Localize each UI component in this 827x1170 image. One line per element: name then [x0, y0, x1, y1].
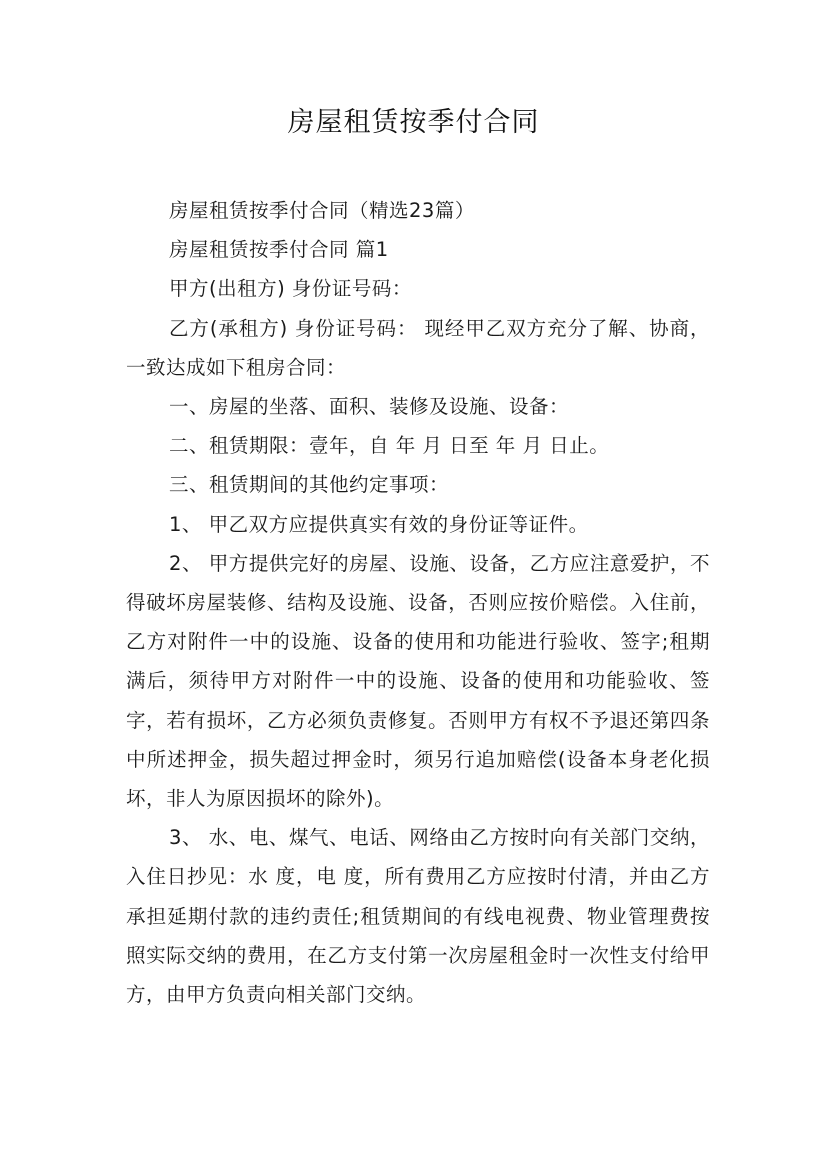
- paragraph-party-a: 甲方(出租方) 身份证号码：: [169, 277, 412, 301]
- document-body: [126, 191, 710, 1014]
- paragraph-clause-2: 二、租赁期限：壹年，自 年 月 日至 年 月 日止。: [169, 434, 610, 458]
- document-title: 房屋租赁按季付合同: [287, 107, 540, 138]
- paragraph-section-heading: 房屋租赁按季付合同 篇1: [169, 238, 389, 262]
- paragraph-item-1: 1、 甲乙双方应提供真实有效的身份证等证件。: [169, 512, 589, 536]
- paragraph-item-2: 2、 甲方提供完好的房屋、设施、设备，乙方应注意爱护，不得破坏房屋装修、结构及设施、设备，否则应按价赔偿。入住前，乙方对附件一中的设施、设备的使用和功能进行验收、签字;租期满后，须待甲方对附件一中的设施、设备的使用和功能验收、签字，若有损坏，乙方必须负责修复。否则甲方有权不予退还第四条中所述押金，损失超过押金时，须另行追加赔偿(设备本身老化损坏，非人为原因损坏的除外)。: [126, 551, 710, 811]
- paragraph-item-3: 3、 水、电、煤气、电话、网络由乙方按时向有关部门交纳，入住日抄见：水 度，电 度，所有费用乙方应按时付清，并由乙方承担延期付款的违约责任;租赁期间的有线电视费、物业管理费按照实际交纳的费用，在乙方支付第一次房屋租金时一次性支付给甲方，由甲方负责向相关部门交纳。: [126, 826, 710, 1007]
- paragraph-party-b: 乙方(承租方) 身份证号码： 现经甲乙双方充分了解、协商，一致达成如下租房合同：: [126, 316, 710, 379]
- paragraph-subtitle: 房屋租赁按季付合同（精选23篇）: [169, 199, 475, 222]
- paragraph-clause-3: 三、租赁期间的其他约定事项：: [169, 473, 450, 497]
- paragraph-clause-1: 一、房屋的坐落、面积、装修及设施、设备：: [169, 395, 570, 419]
